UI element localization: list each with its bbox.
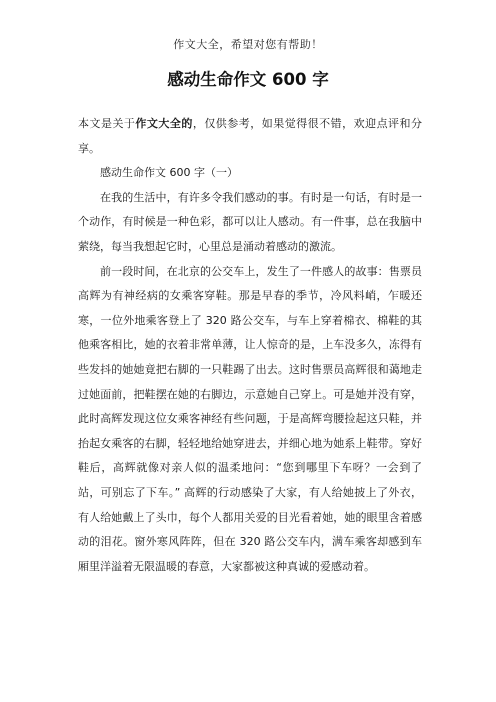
intro-suffix: ，仅供参考，如果觉得很不错，欢迎点评和分享。: [78, 117, 423, 155]
intro-paragraph: [78, 112, 422, 161]
body-paragraph-2: 前一段时间，在北京的公交车上，发生了一件感人的故事：售票员高辉为有神经病的女乘客穿鞋。那是早春的季节，冷风料峭，乍暖还寒，一位外地乘客登上了 320 路公交车，与车上穿着棉衣、棉鞋的其他乘客相比，她的衣着非常单薄，让人惊奇的是，上车没多久，冻得有些发抖的她她竟把右脚的一只鞋踢了出去。这时售票员高辉很和蔼地走过她面前，把鞋摆在她的右脚边，示意她自己穿上。可是她并没有穿，此时高辉发现这位女乘客神经有些问题，于是高辉弯腰捡起这只鞋，并抬起女乘客的右脚，轻轻地给她穿进去，并细心地为她系上鞋带。穿好鞋后，高辉就像对亲人似的温柔地问：“您到哪里下车呀？一会到了站，可别忘了下车。” 高辉的行动感染了大家，有人给她披上了外衣，有人给她戴上了头巾，每个人都用关爱的目光看着她，她的眼里含着感动的泪花。窗外寒风阵阵，但在 320 路公交车内，满车乘客却感到车厢里洋溢着无限温暖的春意，大家都被这种真诚的爱感动着。: [78, 264, 422, 573]
intro-highlight: 作文大全的: [135, 117, 193, 130]
intro-prefix: 本文是关于: [78, 117, 136, 130]
section-subtitle: 感动生命作文 600 字（一）: [100, 166, 238, 180]
header-note: 作文大全，希望对您有帮助！: [173, 38, 323, 51]
document-title: 感动生命作文 600 字: [167, 70, 329, 89]
body-paragraph-1: 在我的生活中，有许多令我们感动的事。有时是一句话，有时是一个动作，有时候是一种色彩，都可以让人感动。有一件事，总在我脑中萦绕，每当我想起它时，心里总是涌动着感动的激流。: [78, 190, 422, 253]
document-body: [78, 112, 422, 579]
